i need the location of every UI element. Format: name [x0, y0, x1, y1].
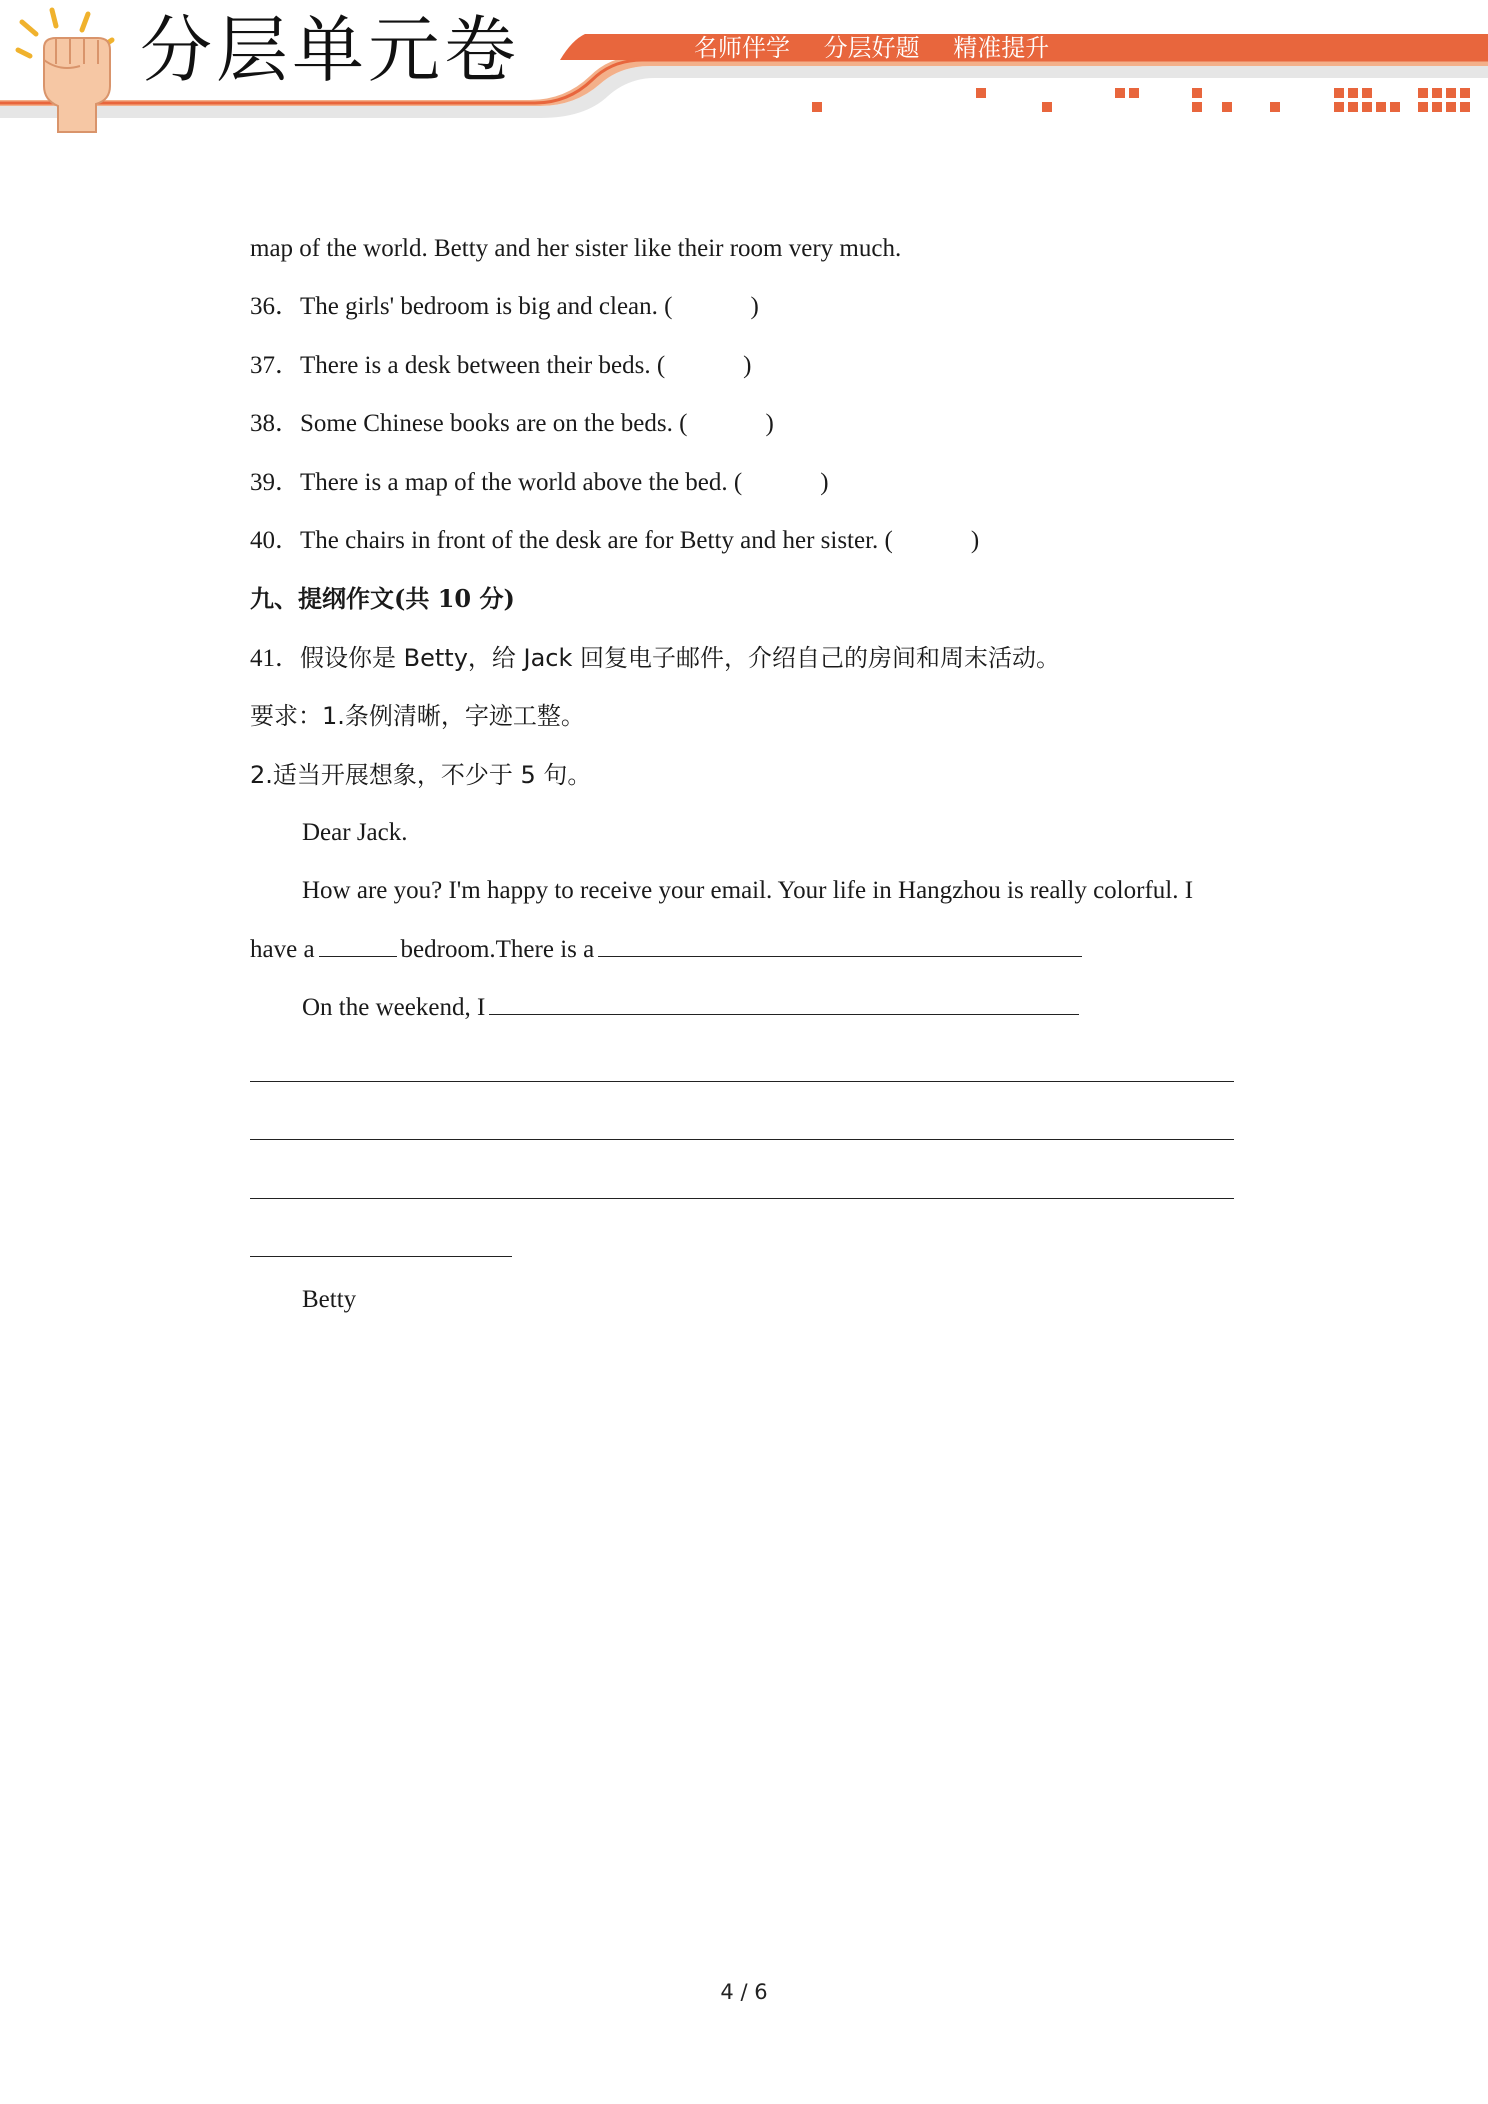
question-close: ) — [820, 468, 829, 496]
page-header — [0, 0, 1488, 140]
prompt-text: 假设你是 Betty，给 Jack 回复电子邮件，介绍自己的房间和周末活动。 — [300, 643, 1061, 672]
section-heading: 九、提纲作文(共 10 分) — [250, 584, 515, 614]
writing-line-3[interactable] — [250, 1154, 1250, 1212]
question-close: ) — [743, 351, 752, 379]
question-number: 38． — [250, 410, 301, 438]
slogan-1: 名师伴学 — [694, 34, 790, 62]
writing-prompt — [250, 629, 1250, 687]
letter-text: bedroom.There is a — [400, 935, 595, 963]
letter-text: have a — [250, 935, 315, 963]
header-slogans — [694, 36, 1075, 60]
question-text: The girls' bedroom is big and clean. ( — [300, 293, 673, 321]
requirement-2: 2.适当开展想象，不少于 5 句。 — [250, 760, 592, 789]
question-close: ) — [750, 293, 759, 321]
worksheet-content — [250, 220, 1250, 1329]
question-37 — [250, 337, 1250, 395]
question-36 — [250, 278, 1250, 336]
letter-line-1: How are you? I'm happy to receive your email. Your life in Hangzhou is really colorful. I — [302, 877, 1194, 905]
question-number: 39． — [250, 468, 301, 496]
letter-text: On the weekend, I — [302, 994, 486, 1022]
question-number: 36． — [250, 293, 301, 321]
question-39 — [250, 454, 1250, 512]
prompt-number: 41． — [250, 644, 301, 672]
question-text: Some Chinese books are on the beds. ( — [300, 410, 688, 438]
slogan-2: 分层好题 — [823, 34, 920, 62]
question-close: ) — [765, 410, 774, 438]
letter-signature: Betty — [302, 1286, 357, 1314]
question-40 — [250, 512, 1250, 570]
question-number: 37． — [250, 351, 301, 379]
weekend-blank[interactable] — [489, 992, 1079, 1015]
question-text: There is a desk between their beds. ( — [300, 351, 666, 379]
decorative-dots — [812, 88, 1470, 112]
letter-greeting: Dear Jack. — [302, 818, 408, 846]
question-38 — [250, 395, 1250, 453]
writing-line-2[interactable] — [250, 1096, 1250, 1154]
writing-line-1[interactable] — [250, 1037, 1250, 1095]
question-text: There is a map of the world above the bed. ( — [300, 468, 743, 496]
page-number: 4 / 6 — [720, 1980, 768, 2004]
question-close: ) — [970, 526, 980, 554]
slogan-3: 精准提升 — [953, 34, 1050, 62]
brand-title: 分层单元卷 — [140, 8, 521, 92]
bedroom-adjective-blank[interactable] — [319, 934, 397, 957]
letter-line-3 — [250, 979, 1250, 1037]
requirement-1: 要求：1.条例清晰，字迹工整。 — [250, 702, 585, 731]
question-number: 40． — [250, 526, 301, 554]
question-text: The chairs in front of the desk are for Betty and her sister. ( — [300, 526, 893, 554]
letter-line-2 — [250, 921, 1250, 979]
room-description-blank[interactable] — [598, 934, 1082, 957]
passage-tail: map of the world. Betty and her sister like their room very much. — [250, 235, 902, 262]
writing-line-4[interactable] — [250, 1213, 1250, 1271]
